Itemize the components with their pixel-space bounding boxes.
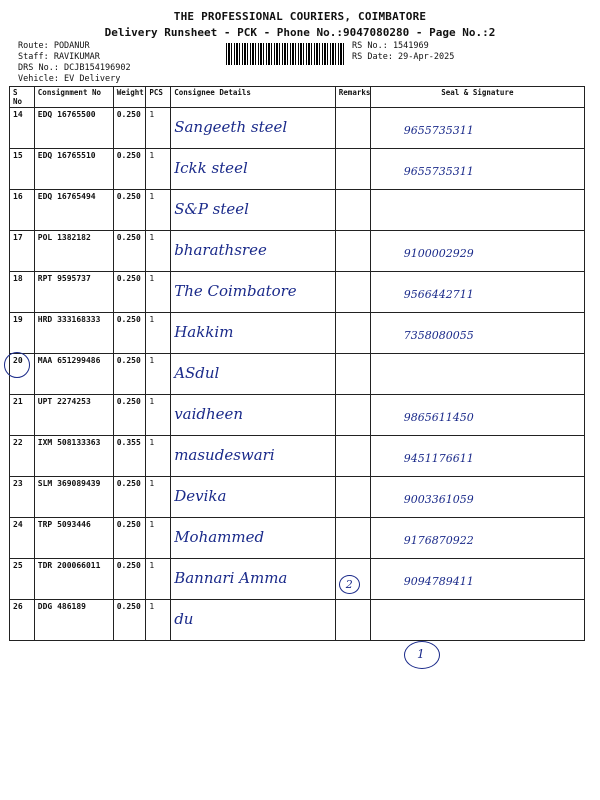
consignee-handwriting: Hakkim (174, 323, 234, 341)
table-row (10, 518, 585, 559)
col-header-seal: Seal & Signature (370, 87, 584, 108)
consignee-handwriting: The Coimbatore (174, 282, 297, 300)
row-weight: 0.250 (113, 272, 146, 313)
row-consignee-details (171, 395, 336, 436)
row-sno: 21 (10, 395, 35, 436)
row-consignee-details (171, 600, 336, 641)
row-weight: 0.250 (113, 518, 146, 559)
row-weight: 0.250 (113, 108, 146, 149)
row-seal-signature (370, 272, 584, 313)
row-sno: 24 (10, 518, 35, 559)
row-pcs: 1 (146, 190, 171, 231)
row-consignee-details (171, 477, 336, 518)
table-row (10, 354, 585, 395)
col-header-sno: S No (10, 87, 35, 108)
row-weight: 0.250 (113, 313, 146, 354)
row-pcs: 1 (146, 477, 171, 518)
row-consignment-no: TRP 5093446 (34, 518, 113, 559)
row-consignee-details (171, 313, 336, 354)
consignee-handwriting: du (174, 610, 194, 628)
table-row (10, 436, 585, 477)
row-consignee-details (171, 272, 336, 313)
row-consignee-details (171, 231, 336, 272)
meta-left (18, 41, 131, 85)
signature-phone: 9003361059 (403, 493, 474, 506)
row-pcs: 1 (146, 231, 171, 272)
row-remarks (335, 190, 370, 231)
table-row (10, 108, 585, 149)
row-pcs: 1 (146, 518, 171, 559)
row-remarks (335, 518, 370, 559)
row-consignment-no: EDQ 16765500 (34, 108, 113, 149)
signature-phone: 9655735311 (403, 165, 474, 178)
col-header-consignee: Consignee Details (171, 87, 336, 108)
row-sno: 23 (10, 477, 35, 518)
row-sno: 17 (10, 231, 35, 272)
row-weight: 0.250 (113, 477, 146, 518)
row-remarks (335, 395, 370, 436)
row-seal-signature (370, 559, 584, 600)
row-seal-signature (370, 313, 584, 354)
row-consignment-no: SLM 369089439 (34, 477, 113, 518)
table-row (10, 600, 585, 641)
row-remarks (335, 231, 370, 272)
row-consignment-no: RPT 9595737 (34, 272, 113, 313)
consignee-handwriting: Sangeeth steel (174, 118, 288, 136)
table-row (10, 395, 585, 436)
row-sno: 22 (10, 436, 35, 477)
meta-right (352, 41, 454, 63)
table-row (10, 149, 585, 190)
signature-phone: 7358080055 (403, 329, 474, 342)
remarks-circle-number: 2 (339, 575, 360, 594)
signature-phone: 9655735311 (403, 124, 474, 137)
table-row (10, 313, 585, 354)
row-seal-signature (370, 436, 584, 477)
vehicle-field: Vehicle: EV Delivery (18, 74, 121, 84)
table-row (10, 559, 585, 600)
row-consignee-details (171, 354, 336, 395)
row-consignee-details (171, 518, 336, 559)
row-remarks (335, 108, 370, 149)
consignee-handwriting: masudeswari (174, 446, 275, 464)
row-consignee-details (171, 436, 336, 477)
signature-phone: 9566442711 (403, 288, 474, 301)
table-row (10, 477, 585, 518)
row-weight: 0.250 (113, 354, 146, 395)
sno-circle-mark (4, 352, 30, 378)
consignee-handwriting: Devika (174, 487, 227, 505)
col-header-weight: Weight (113, 87, 146, 108)
row-sno: 14 (10, 108, 35, 149)
barcode (226, 43, 344, 65)
row-weight: 0.250 (113, 149, 146, 190)
row-sno: 20 (10, 354, 35, 395)
row-remarks (335, 354, 370, 395)
row-consignment-no: POL 1382182 (34, 231, 113, 272)
table-row (10, 231, 585, 272)
row-seal-signature (370, 149, 584, 190)
route-field: Route: PODANUR (18, 41, 90, 51)
row-sno: 18 (10, 272, 35, 313)
row-weight: 0.250 (113, 190, 146, 231)
row-pcs: 1 (146, 313, 171, 354)
table-row (10, 272, 585, 313)
row-pcs: 1 (146, 354, 171, 395)
row-weight: 0.250 (113, 559, 146, 600)
row-remarks (335, 436, 370, 477)
row-seal-signature (370, 231, 584, 272)
runsheet-table (9, 86, 585, 641)
row-seal-signature (370, 395, 584, 436)
row-consignee-details (171, 108, 336, 149)
row-seal-signature (370, 477, 584, 518)
consignee-handwriting: Bannari Amma (174, 569, 288, 587)
drs-field: DRS No.: DCJB154196902 (18, 63, 131, 73)
row-pcs: 1 (146, 436, 171, 477)
row-pcs: 1 (146, 395, 171, 436)
bottom-circle-number: 1 (417, 647, 425, 661)
row-weight: 0.355 (113, 436, 146, 477)
row-sno: 15 (10, 149, 35, 190)
consignee-handwriting: vaidheen (174, 405, 244, 423)
row-consignment-no: HRD 333168333 (34, 313, 113, 354)
consignee-handwriting: Ickk steel (174, 159, 248, 177)
row-seal-signature (370, 518, 584, 559)
consignee-handwriting: ASdul (174, 364, 220, 382)
row-seal-signature (370, 354, 584, 395)
consignee-handwriting: Mohammed (174, 528, 265, 546)
row-remarks (335, 559, 370, 600)
row-consignment-no: IXM 508133363 (34, 436, 113, 477)
row-consignment-no: TDR 200066011 (34, 559, 113, 600)
row-pcs: 1 (146, 559, 171, 600)
row-consignment-no: EDQ 16765494 (34, 190, 113, 231)
signature-phone: 9451176611 (403, 452, 474, 465)
row-weight: 0.250 (113, 231, 146, 272)
row-consignment-no: UPT 2274253 (34, 395, 113, 436)
row-pcs: 1 (146, 600, 171, 641)
row-sno: 19 (10, 313, 35, 354)
signature-phone: 9865611450 (403, 411, 474, 424)
row-pcs: 1 (146, 272, 171, 313)
col-header-pcs: PCS (146, 87, 171, 108)
signature-phone: 9094789411 (403, 575, 474, 588)
row-consignee-details (171, 190, 336, 231)
table-header-row (10, 87, 585, 108)
row-consignment-no: DDG 486189 (34, 600, 113, 641)
row-remarks (335, 600, 370, 641)
row-pcs: 1 (146, 108, 171, 149)
table-row (10, 190, 585, 231)
row-weight: 0.250 (113, 600, 146, 641)
row-remarks (335, 272, 370, 313)
col-header-remarks: Remarks (335, 87, 370, 108)
row-consignment-no: EDQ 16765510 (34, 149, 113, 190)
rs-date-field: RS Date: 29-Apr-2025 (352, 52, 455, 62)
row-weight: 0.250 (113, 395, 146, 436)
signature-phone: 9100002929 (403, 247, 474, 260)
row-remarks (335, 477, 370, 518)
consignee-handwriting: S&P steel (174, 200, 249, 218)
row-consignee-details (171, 559, 336, 600)
company-title: THE PROFESSIONAL COURIERS, COIMBATORE (173, 10, 427, 23)
row-consignee-details (171, 149, 336, 190)
bottom-circle-mark (404, 641, 440, 669)
row-seal-signature (370, 190, 584, 231)
row-remarks (335, 149, 370, 190)
row-sno: 25 (10, 559, 35, 600)
row-sno: 26 (10, 600, 35, 641)
row-sno: 16 (10, 190, 35, 231)
runsheet-subtitle: Delivery Runsheet - PCK - Phone No.:9047080280 - Page No.:2 (104, 26, 496, 39)
row-pcs: 1 (146, 149, 171, 190)
col-header-consignment: Consignment No (34, 87, 113, 108)
consignee-handwriting: bharathsree (174, 241, 267, 259)
row-remarks (335, 313, 370, 354)
staff-field: Staff: RAVIKUMAR (18, 52, 100, 62)
rs-no-field: RS No.: 1541969 (352, 41, 429, 51)
row-seal-signature (370, 600, 584, 641)
row-seal-signature (370, 108, 584, 149)
row-consignment-no: MAA 651299486 (34, 354, 113, 395)
signature-phone: 9176870922 (403, 534, 474, 547)
